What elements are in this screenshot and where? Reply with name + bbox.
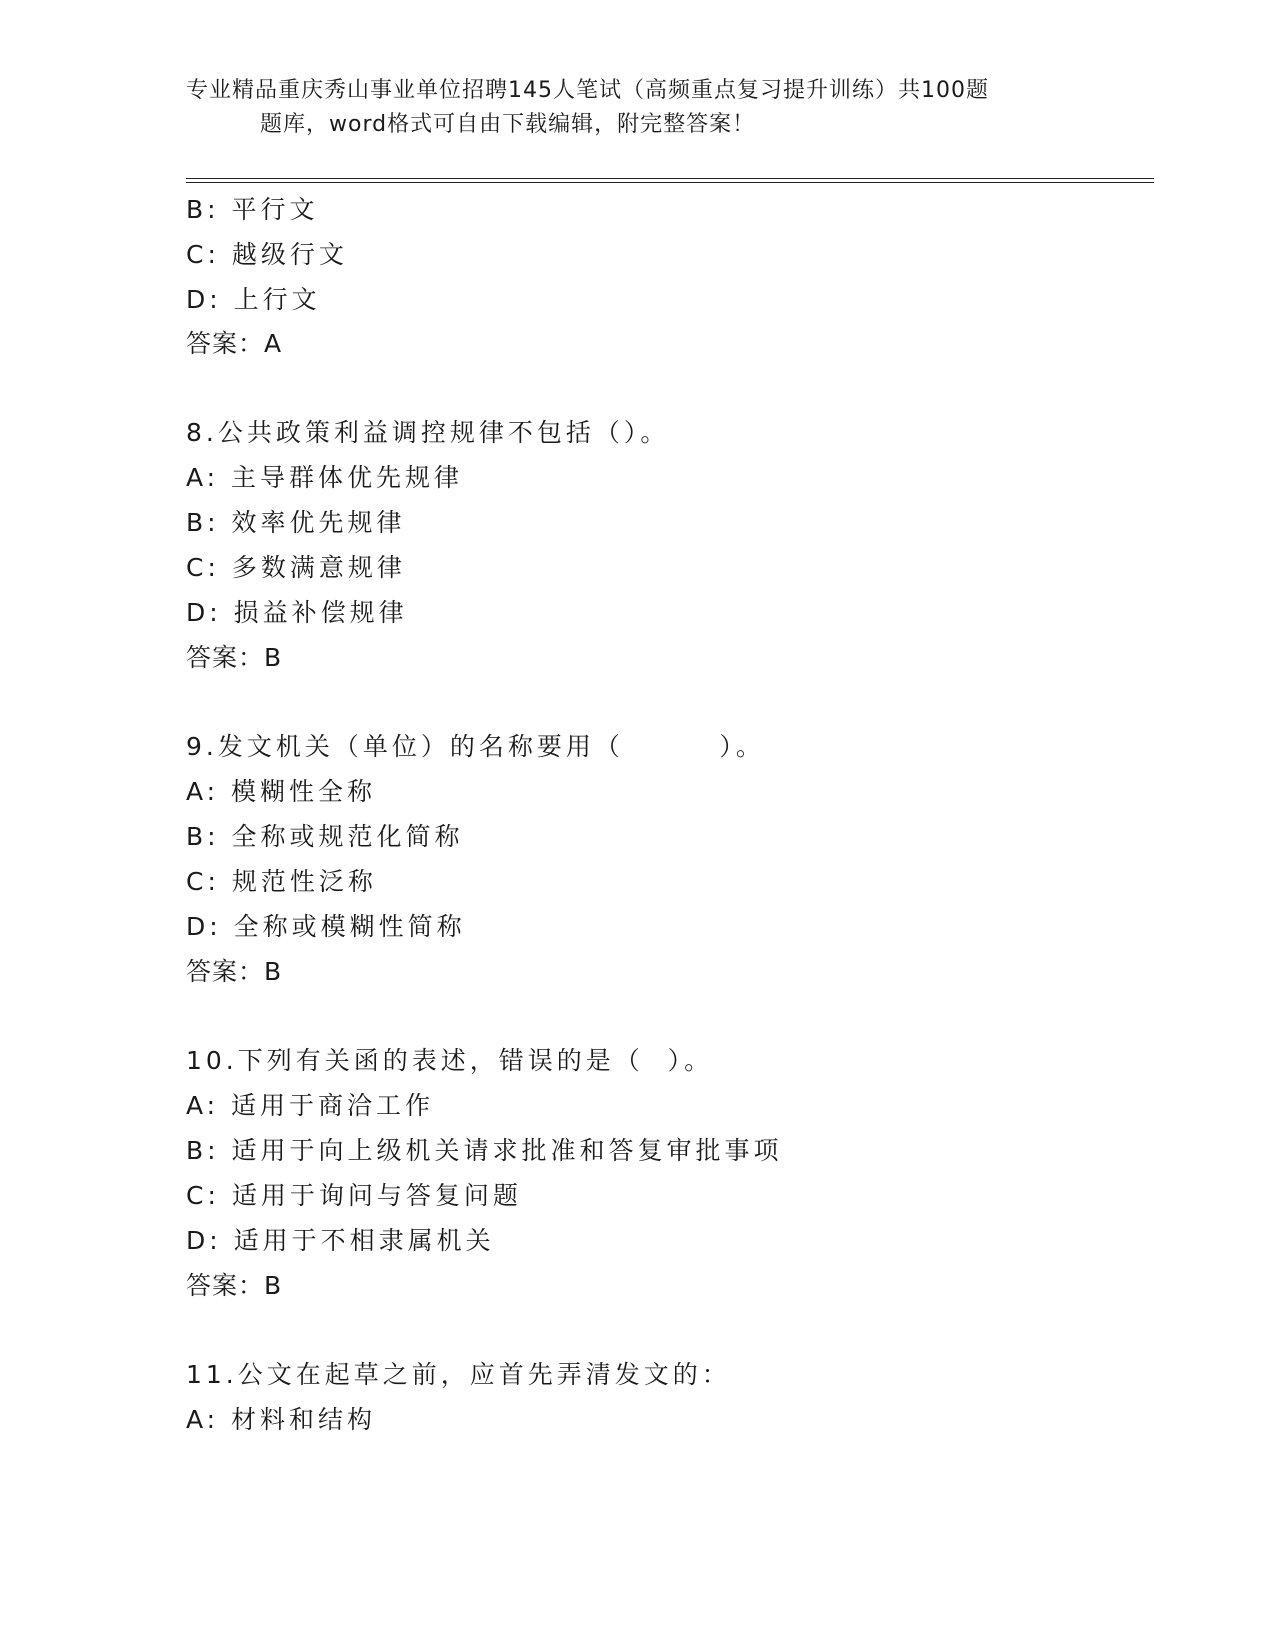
header-rule-top — [186, 178, 1154, 179]
q10-option-a: A: 适用于商洽工作 — [186, 1091, 435, 1120]
q9-answer: 答案：B — [186, 957, 283, 986]
q8-option-d: D: 损益补偿规律 — [186, 598, 408, 627]
q9-option-d: D: 全称或模糊性简称 — [186, 912, 466, 941]
q7-option-d: D: 上行文 — [186, 285, 321, 314]
q7-option-c: C: 越级行文 — [186, 240, 348, 269]
q11-stem: 11.公文在起草之前，应首先弄清发文的： — [186, 1360, 731, 1389]
q7-answer: 答案：A — [186, 329, 283, 358]
header-title-line-2: 题库，word格式可自由下载编辑，附完整答案！ — [260, 112, 756, 137]
header-title-line-1: 专业精品重庆秀山事业单位招聘145人笔试（高频重点复习提升训练）共100题 — [186, 78, 989, 103]
q8-option-c: C: 多数满意规律 — [186, 553, 406, 582]
document-header — [186, 74, 1086, 142]
q9-stem: 9.发文机关（单位）的名称要用（ ）。 — [186, 732, 765, 761]
q10-stem: 10.下列有关函的表述，错误的是（ ）。 — [186, 1046, 714, 1075]
q10-option-d: D: 适用于不相隶属机关 — [186, 1226, 495, 1255]
q11-option-a: A: 材料和结构 — [186, 1405, 377, 1434]
q8-stem: 8.公共政策利益调控规律不包括（）。 — [186, 418, 670, 447]
q8-option-a: A: 主导群体优先规律 — [186, 463, 464, 492]
header-rule-bottom — [186, 182, 1154, 183]
q10-option-b: B: 适用于向上级机关请求批准和答复审批事项 — [186, 1136, 783, 1165]
q10-option-c: C: 适用于询问与答复问题 — [186, 1181, 522, 1210]
q9-option-a: A: 模糊性全称 — [186, 777, 377, 806]
q7-option-b: B: 平行文 — [186, 195, 319, 224]
q8-answer: 答案：B — [186, 643, 283, 672]
q9-option-c: C: 规范性泛称 — [186, 867, 377, 896]
q9-option-b: B: 全称或规范化简称 — [186, 822, 464, 851]
q8-option-b: B: 效率优先规律 — [186, 508, 406, 537]
q10-answer: 答案：B — [186, 1271, 283, 1300]
